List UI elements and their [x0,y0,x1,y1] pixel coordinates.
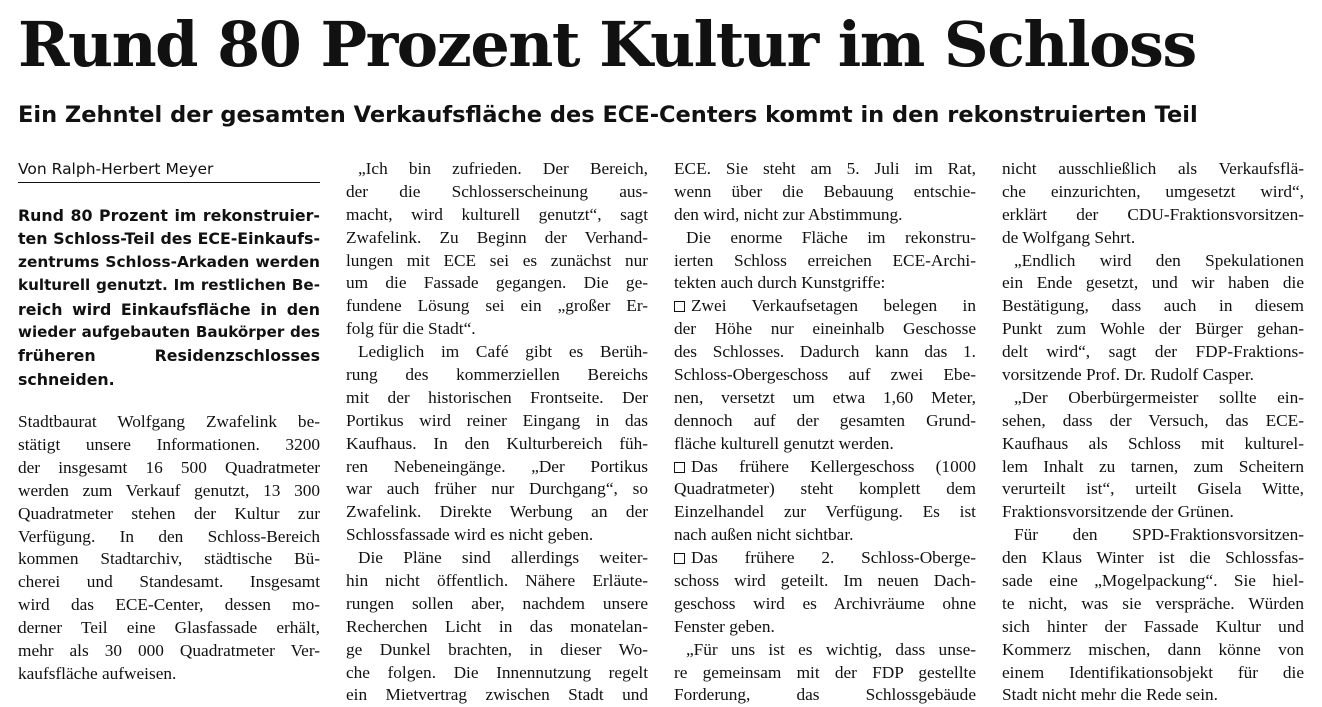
column-4 [1002,158,1304,707]
text-line: stätigt unsere Informationen. 3200 [18,435,320,455]
bullet-item [674,295,976,318]
text-line: lungen mit ECE sei es zunächst nur [346,250,648,270]
text-line: ein Ende gesetzt, und wir haben die [1002,273,1304,293]
text-line: mit der historischen Frontseite. Der [346,387,648,407]
text-line: nach außen nicht sichtbar. [674,525,854,545]
text-line: fundene Lösung sei ein „großer Er- [346,296,648,316]
text-line: Kaufhaus. In den Kulturbereich füh- [346,433,648,453]
text-line: Bestätigung, dass auch in diesem [1002,296,1304,316]
checkbox-bullet-icon [674,462,685,473]
text-line: de Wolfgang Sehrt. [1002,227,1136,247]
text-line: Stadt nicht mehr die Rede sein. [1002,685,1218,705]
text-line: den wird, nicht zur Abstimmung. [674,204,903,224]
text-line: Das frühere Kellergeschoss (1000 [691,456,976,476]
lead-line: kulturell genutzt. Im restlichen Be- [18,276,320,295]
lead-line: Rund 80 Prozent im rekonstruier- [18,206,320,225]
text-line: tekten auch durch Kunstgriffe: [674,273,886,293]
text-line: ECE. Sie steht am 5. Juli im Rat, [674,159,976,178]
text-line: des Schlosses. Dadurch kann das 1. [674,342,976,362]
text-line: rungen sollen aber, nachdem unsere [346,593,648,613]
text-line: Stadtbaurat Wolfgang Zwafelink be- [18,412,320,432]
text-line: Zwafelink. Zu Beginn der Verhand- [346,227,648,247]
text-line: che einzurichten, umgesetzt wird“, [1002,181,1304,201]
text-line: Lediglich im Café gibt es Berüh- [358,342,648,362]
text-line: nicht ausschließlich als Verkaufsflä- [1002,159,1304,178]
text-line: Forderung, das Schlossgebäude [674,685,976,705]
column-3 [674,158,976,707]
text-line: „Endlich wird den Spekulationen [1014,250,1304,270]
text-line: Einzelhandel zur Verfügung. Es ist [674,502,976,522]
text-line: dennoch auf der gesamten Grund- [674,410,976,430]
text-line: kaufsfläche aufweisen. [18,663,177,683]
byline: Von Ralph-Herbert Meyer [18,158,320,183]
text-line: Recherchen Licht in das monatelan- [346,616,648,636]
text-line: derner Teil eine Glasfassade erhält, [18,618,320,638]
text-line: Verfügung. In den Schloss-Bereich [18,526,320,546]
text-line: Fraktionsvorsitzende der Grünen. [1002,502,1234,522]
text-line: Punkt zum Wohle der Bürger gehan- [1002,319,1304,339]
text-line: verurteilt ist“, urteilt Gisela Witte, [1002,479,1304,499]
text-line: um die Fassade gegangen. Die ge- [346,273,648,293]
text-line: Für den SPD-Fraktionsvorsitzen- [1014,525,1304,545]
text-line: delt wird“, sagt der FDP-Fraktions- [1002,342,1304,362]
text-line: rung des kommerziellen Bereichs [346,365,648,385]
paragraph-stadtbaurat [18,411,320,686]
text-line: wird das ECE-Center, dessen mo- [18,595,320,615]
headline: Rund 80 Prozent Kultur im Schloss [18,8,1196,81]
text-line: fläche kulturell genutzt werden. [674,433,894,453]
text-line: Schloss-Obergeschoss auf zwei Ebe- [674,365,976,385]
text-line: Das frühere 2. Schloss-Oberge- [691,548,976,568]
text-line: „Der Oberbürgermeister sollte ein- [1014,387,1304,407]
text-line: sehen, dass der Versuch, das ECE- [1002,410,1304,430]
text-line: kommen Stadtarchiv, städtische Bü- [18,549,320,569]
lead-line: ten Schloss-Teil des ECE-Einkaufs- [18,229,320,249]
text-line: folg für die Stadt“. [346,319,476,339]
text-line: cherei und Standesamt. Insgesamt [18,572,320,592]
lead-line: reich wird Einkaufsfläche in den [18,299,320,319]
text-line: Kaufhaus als Schloss mit kulturel- [1002,433,1304,453]
text-line: nen, versetzt um etwa 1,60 Meter, [674,387,976,407]
column-2 [346,158,648,707]
lead-line: wieder aufgebauten Baukörper des [18,322,320,341]
text-line: war auch früher nur Durchgang“, so [346,479,648,499]
bullet-item [674,547,976,570]
text-line: „Für uns ist es wichtig, dass unse- [686,639,976,659]
column-1 [18,158,320,686]
lead-paragraph [18,204,320,391]
text-line: sich hinter der Fassade Kultur und [1002,616,1304,636]
text-line: Die enorme Fläche im rekonstru- [686,227,976,247]
text-line: re gemeinsam mit der FDP gestellte [674,662,976,682]
lead-line: schneiden. [18,369,115,389]
text-line: vorsitzende Prof. Dr. Rudolf Casper. [1002,365,1254,385]
text-line: „Ich bin zufrieden. Der Bereich, [358,159,648,178]
text-line: der die Schlosserscheinung aus- [346,181,648,201]
text-line: Schlossfassade wird es nicht geben. [346,525,594,545]
text-line: den Klaus Winter ist die Schlossfas- [1002,548,1304,568]
text-line: Zwei Verkaufsetagen belegen in [691,296,976,316]
text-line: geschoss wird es Archivräume ohne [674,593,976,613]
text-line: Quadratmeter stehen der Kultur zur [18,503,320,523]
text-line: der Höhe nur eineinhalb Geschosse [674,319,976,339]
text-line: einem Identifikationsobjekt für die [1002,662,1304,682]
text-line: che folgen. Die Innennutzung regelt [346,662,648,682]
text-line: Kommerz mischen, dann könne von [1002,639,1304,659]
lead-line: zentrums Schloss-Arkaden werden [18,252,320,271]
subheadline: Ein Zehntel der gesamten Verkaufsfläche des ECE-Centers kommt in den rekonstruierten Teil [18,102,1198,128]
text-line: ge Dunkel brachten, in dieser Wo- [346,639,648,659]
checkbox-bullet-icon [674,553,685,564]
text-line: ierten Schloss erreichen ECE-Archi- [674,250,976,270]
text-line: schoss wird geteilt. Im neuen Dach- [674,571,976,591]
text-line: erklärt der CDU-Fraktionsvorsitzen- [1002,204,1304,224]
text-line: hin nicht öffentlich. Nähere Erläute- [346,571,648,591]
text-line: sade eine „Mogelpackung“. Sie hiel- [1002,571,1304,591]
text-line: macht, wird kulturell genutzt“, sagt [346,204,648,224]
text-line: wenn über die Bebauung entschie- [674,181,976,201]
text-line: Quadratmeter) steht komplett dem [674,479,976,499]
text-line: lem Inhalt zu tarnen, zum Scheitern [1002,456,1304,476]
lead-line: früheren Residenzschlosses [18,346,320,366]
text-line: Portikus wird reiner Eingang in das [346,410,648,430]
text-line: ein Mietvertrag zwischen Stadt und [346,685,648,705]
text-line: mehr als 30 000 Quadratmeter Ver- [18,641,320,661]
bullet-item [674,456,976,479]
text-line: der insgesamt 16 500 Quadratmeter [18,457,320,477]
text-line: werden zum Verkauf genutzt, 13 300 [18,480,320,500]
text-line: Zwafelink. Direkte Werbung an der [346,502,648,522]
text-line: Fenster geben. [674,616,775,636]
checkbox-bullet-icon [674,301,685,312]
text-line: ren Nebeneingänge. „Der Portikus [346,456,648,476]
text-line: te nicht, was sie verspräche. Würden [1002,593,1304,613]
text-line: Die Pläne sind allerdings weiter- [358,548,648,568]
